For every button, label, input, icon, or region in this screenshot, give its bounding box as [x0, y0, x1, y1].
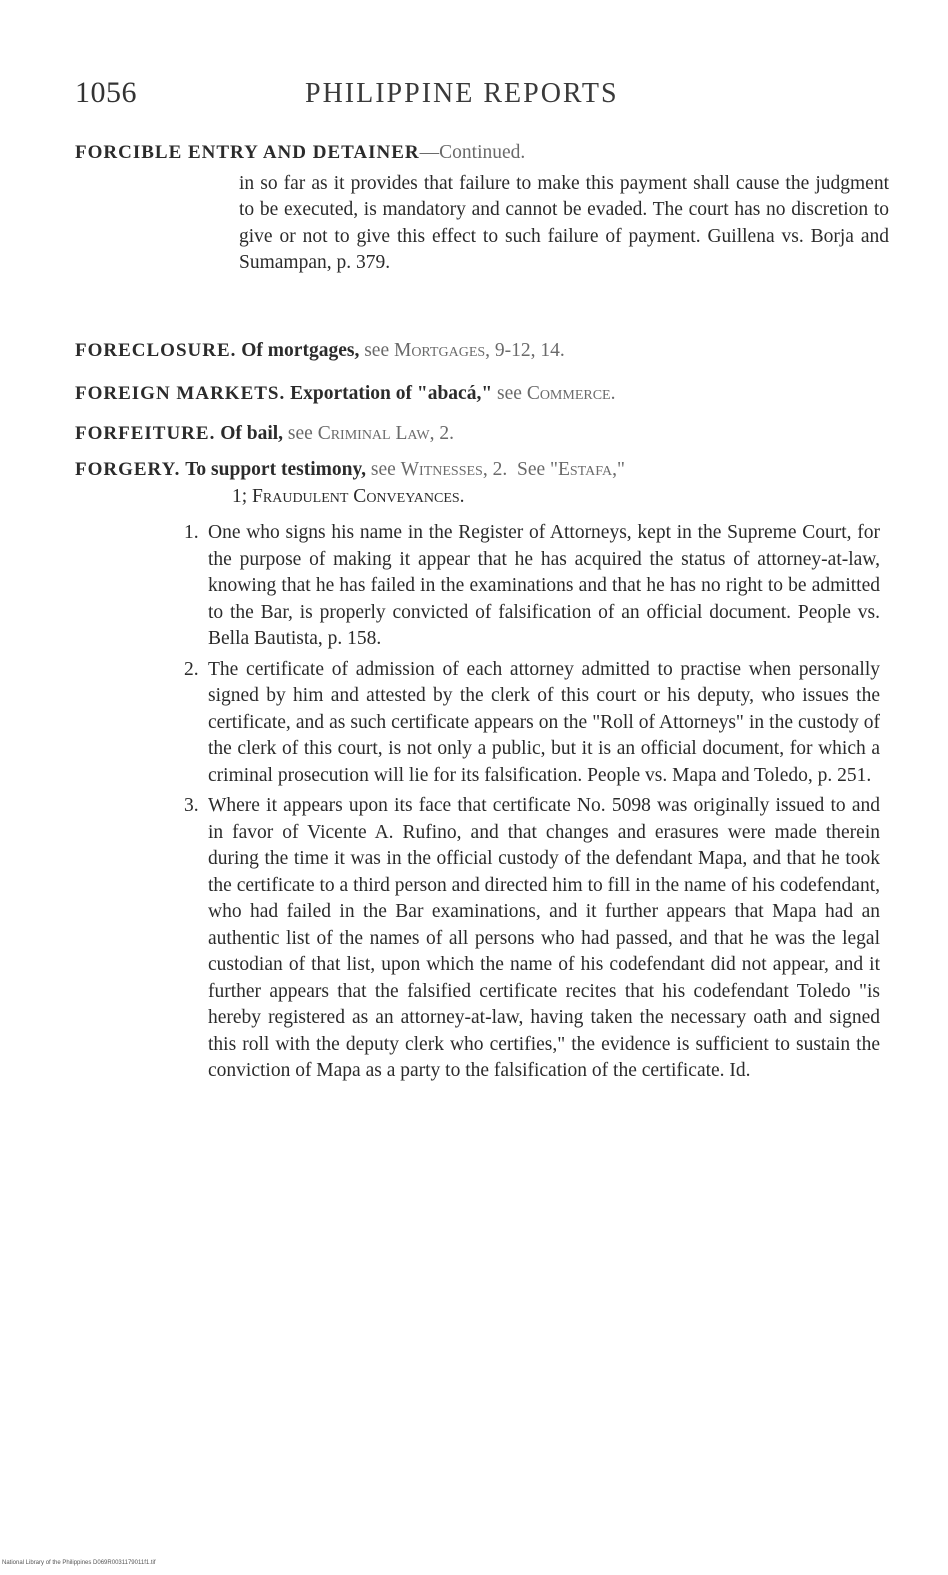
- entry-forcible-entry: [75, 140, 895, 277]
- entry-heading: FOREIGN MARKETS.: [75, 383, 286, 404]
- cross-reference: Criminal Law, 2.: [317, 423, 454, 444]
- scan-footer: National Library of the Philippines D069R0031179011f1.tif: [2, 1560, 156, 1566]
- entry-heading: FORCIBLE ENTRY AND DETAINER: [75, 142, 420, 163]
- see-label: see: [370, 459, 396, 480]
- entry-forgery: [75, 457, 895, 1085]
- entry-forfeiture: [75, 421, 895, 448]
- entry-foreclosure: [75, 338, 895, 365]
- cross-reference-number: 1;: [232, 485, 248, 507]
- see-label: see: [287, 423, 313, 444]
- continued-label: —Continued.: [419, 142, 526, 163]
- item-number: 3.: [184, 795, 199, 816]
- see-label: see: [497, 383, 522, 404]
- item-number: 1.: [184, 522, 199, 543]
- cross-reference: Witnesses, 2.: [400, 459, 508, 480]
- item-text: One who signs his name in the Register of Attorneys, kept in the Supreme Court, for the purpose of making it appear that he has acquired the status of attorney-at-law, knowing that he has failed in the examinations and that he has no right to be admitted to the Bar, is properly convicted of falsification of an official document. People vs. Bella Bautista, p. 158.: [208, 522, 880, 649]
- entry-heading: FORFEITURE.: [75, 423, 216, 444]
- page-header: [75, 76, 875, 116]
- see-label: see: [364, 340, 390, 361]
- item-text: The certificate of admission of each attorney admitted to practise when personally signed by him and attested by the clerk of this court or his deputy, who issues the certificate, and as such certificate appears on the "Roll of Attorneys" in the custody of the clerk of this court, is not only a public, but it is an official document, for which a criminal prosecution will lie for its falsification. People vs. Mapa and Toledo, p. 251.: [208, 658, 880, 786]
- page-number: 1056: [75, 76, 137, 109]
- entry-heading: FORGERY.: [75, 459, 181, 480]
- entry-subheading: To support testimony,: [185, 459, 366, 480]
- entry-subheading: Of bail,: [220, 423, 284, 444]
- cross-reference: Fraudulent Conveyances.: [252, 485, 465, 507]
- item-number: 2.: [184, 658, 199, 680]
- running-title: PHILIPPINE REPORTS: [305, 78, 619, 109]
- see-also-label: See ": [516, 459, 558, 480]
- entry-heading: FORECLOSURE.: [75, 340, 237, 361]
- entry-foreign-markets: [75, 381, 895, 408]
- cross-reference: Mortgages, 9-12, 14.: [393, 340, 565, 361]
- forgery-items: [75, 520, 895, 1085]
- cross-reference: Commerce.: [526, 383, 616, 404]
- cross-reference: Estafa,: [557, 459, 617, 480]
- list-item: [184, 520, 880, 653]
- list-item: [184, 793, 880, 1085]
- item-text: Where it appears upon its face that certificate No. 5098 was originally issued to and in favor of Vicente A. Rufino, and that changes and erasures were made therein during the time it was in the official custody of the defendant Mapa, and that he took the certificate to a third person and directed him to fill in the name of his codefendant, who had failed in the Bar examinations, and it further appears that Mapa had an authentic list of the names of all persons who had passed, and that he was the legal custodian of that list, upon which the name of his codefendant did not appear, and it further appears that the falsified certificate recites that his codefendant Toledo "is hereby registered as an attorney-at-law, having taken the necessary oath and signed this roll with the deputy clerk who certifies," the evidence is sufficient to sustain the conviction of Mapa as a party to the falsification of the certificate. Id.: [208, 795, 880, 1081]
- entry-subheading: Exportation of "abacá,": [290, 383, 493, 404]
- entry-text: in so far as it provides that failure to make this payment shall cause the judgment to be executed, is mandatory and cannot be evaded. The court has no discretion to give or not to give this effect to such failure of payment. Guillena vs. Borja and Sumampan, p. 379.: [239, 172, 889, 273]
- quote-close: ": [616, 459, 625, 480]
- list-item: [184, 657, 880, 790]
- entry-subheading: Of mortgages,: [241, 340, 360, 361]
